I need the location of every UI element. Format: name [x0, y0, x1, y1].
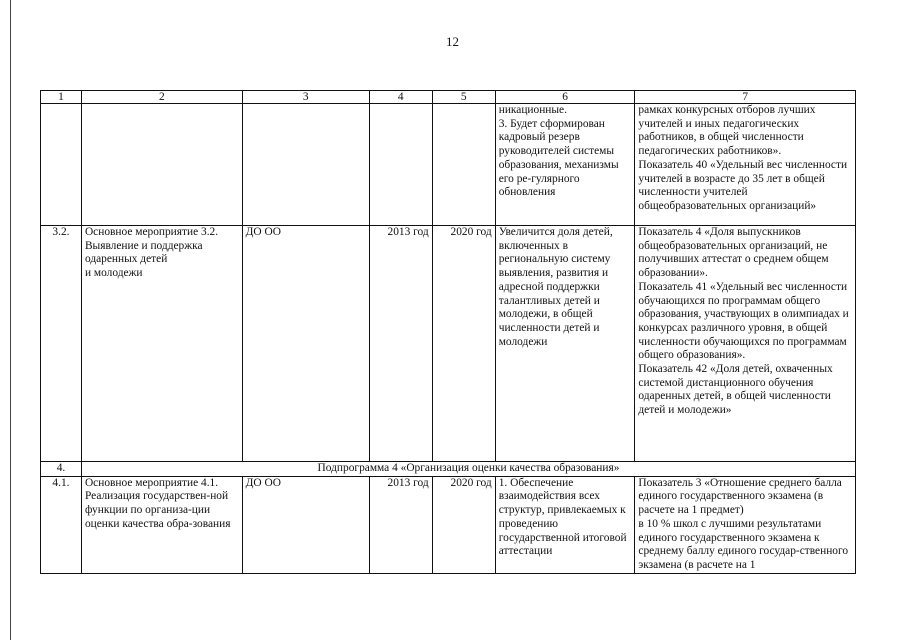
cell-start — [369, 104, 432, 226]
cell-name: Основное мероприятие 3.2. Выявление и поддержка одаренных детей и молодежи — [81, 226, 242, 462]
table-row-3-2 — [41, 226, 856, 462]
column-number: 6 — [495, 91, 635, 104]
cell-name — [81, 104, 242, 226]
table-row-4 — [41, 462, 856, 477]
cell-indicators: рамках конкурсных отборов лучших учителей и иных педагогических работников, в общей численности педагогических работников». Показатель 40 «Удельный вес численности учителей в возрасте до 35 лет в общей численности учителей общеобразовательных организаций» — [635, 104, 856, 226]
column-number-row — [41, 91, 856, 104]
column-number: 7 — [635, 91, 856, 104]
left-margin-line — [10, 0, 11, 640]
cell-num: 4. — [41, 462, 82, 477]
cell-responsible — [242, 104, 369, 226]
cell-responsible: ДО ОО — [242, 226, 369, 462]
cell-num: 3.2. — [41, 226, 82, 462]
cell-end — [432, 104, 495, 226]
cell-end: 2020 год — [432, 476, 495, 573]
cell-end: 2020 год — [432, 226, 495, 462]
column-number: 3 — [242, 91, 369, 104]
cell-num — [41, 104, 82, 226]
measures-table — [40, 90, 856, 574]
column-number: 1 — [41, 91, 82, 104]
cell-result: 1. Обеспечение взаимодействия всех структур, привлекаемых к проведению государственной итоговой аттестации — [495, 476, 635, 573]
cell-indicators: Показатель 4 «Доля выпускников общеобразовательных организаций, не получивших аттестат о среднем общем образовании». Показатель 41 «Удельный вес численности обучающихся по программам общего образования, участвующих в олимпиадах и конкурсах различного уровня, в общей численности обучающихся по программам общего образования». Показатель 42 «Доля детей, охваченных системой дистанционного обучения одаренных детей, в общей численности детей и молодежи» — [635, 226, 856, 462]
cell-num: 4.1. — [41, 476, 82, 573]
table-row-continuation — [41, 104, 856, 226]
cell-start: 2013 год — [369, 476, 432, 573]
table-row-4-1 — [41, 476, 856, 573]
column-number: 4 — [369, 91, 432, 104]
cell-result: Увеличится доля детей, включенных в региональную систему выявления, развития и адресной поддержки талантливых детей и молодежи, в общей численности детей и молодежи — [495, 226, 635, 462]
cell-indicators: Показатель 3 «Отношение среднего балла единого государственного экзамена (в расчете на 1 предмет) в 10 % школ с лучшими результатами единого государственного экзамена к среднему баллу единого государ-ственного экзамена (в расчете на 1 — [635, 476, 856, 573]
cell-result: никационные. 3. Будет сформирован кадровый резерв руководителей системы образования, механизмы его ре-гулярного обновления — [495, 104, 635, 226]
subprogram-title: Подпрограмма 4 «Организация оценки качества образования» — [81, 462, 855, 477]
page-number: 12 — [446, 34, 459, 49]
cell-name: Основное мероприятие 4.1. Реализация государствен-ной функции по организа-ции оценки качества обра-зования — [81, 476, 242, 573]
cell-start: 2013 год — [369, 226, 432, 462]
cell-responsible: ДО ОО — [242, 476, 369, 573]
column-number: 5 — [432, 91, 495, 104]
column-number: 2 — [81, 91, 242, 104]
